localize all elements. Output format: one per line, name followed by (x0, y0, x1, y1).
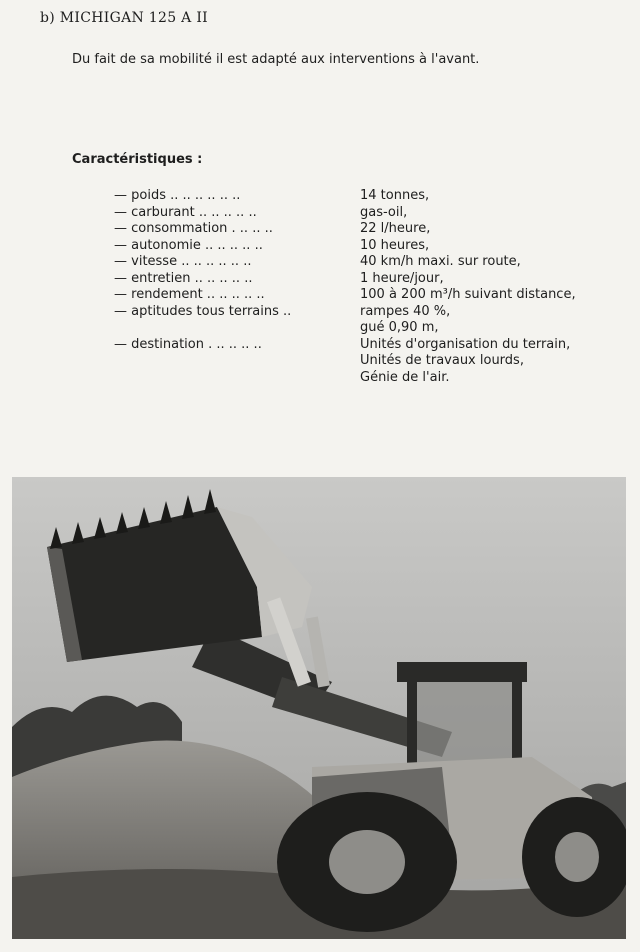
spec-value (360, 304, 630, 337)
spec-row-entretien (114, 271, 630, 288)
loader-photo (12, 477, 626, 939)
spec-row-consommation (114, 221, 630, 238)
spec-value (360, 337, 630, 387)
spec-value-line: 22 l/heure, (360, 221, 431, 236)
spec-row-rendement (114, 287, 630, 304)
spec-label: — carburant .. .. .. .. .. (114, 204, 257, 220)
spec-label: — entretien .. .. .. .. .. (114, 270, 253, 286)
spec-label: — consommation . .. .. .. (114, 221, 273, 236)
spec-label: — rendement .. .. .. .. .. (114, 287, 265, 302)
section-heading: b) MICHIGAN 125 A II (40, 10, 208, 26)
spec-value-line: rampes 40 %, (360, 303, 451, 319)
spec-value-line: gué 0,90 m, (360, 320, 439, 335)
spec-value (360, 254, 630, 271)
spec-value (360, 188, 630, 205)
spec-row-aptitudes (114, 304, 630, 337)
specs-title: Caractéristiques : (72, 152, 203, 167)
specs-list (114, 188, 630, 386)
spec-value (360, 205, 630, 222)
spec-row-destination (114, 337, 630, 387)
spec-value (360, 238, 630, 255)
spec-row-autonomie (114, 238, 630, 255)
spec-value (360, 271, 630, 288)
spec-label: — aptitudes tous terrains .. (114, 303, 292, 319)
spec-value-line: 40 km/h maxi. sur route, (360, 254, 521, 269)
spec-value-line: Génie de l'air. (360, 369, 450, 385)
spec-value-line: Unités d'organisation du terrain, (360, 336, 571, 352)
spec-label: — autonomie .. .. .. .. .. (114, 237, 263, 253)
spec-value-line: 14 tonnes, (360, 188, 430, 203)
spec-value (360, 221, 630, 238)
spec-label: — destination . .. .. .. .. (114, 336, 262, 352)
spec-row-poids (114, 188, 630, 205)
spec-row-vitesse (114, 254, 630, 271)
spec-value-line: Unités de travaux lourds, (360, 353, 524, 368)
spec-value-line: 100 à 200 m³/h suivant distance, (360, 287, 576, 302)
spec-value-line: 1 heure/jour, (360, 270, 444, 286)
spec-label: — vitesse .. .. .. .. .. .. (114, 254, 252, 269)
intro-text: Du fait de sa mobilité il est adapté aux interventions à l'avant. (72, 52, 480, 67)
spec-row-carburant (114, 205, 630, 222)
spec-value (360, 287, 630, 304)
spec-label: — poids .. .. .. .. .. .. (114, 188, 241, 203)
spec-value-line: 10 heures, (360, 237, 430, 253)
spec-value-line: gas-oil, (360, 204, 408, 220)
